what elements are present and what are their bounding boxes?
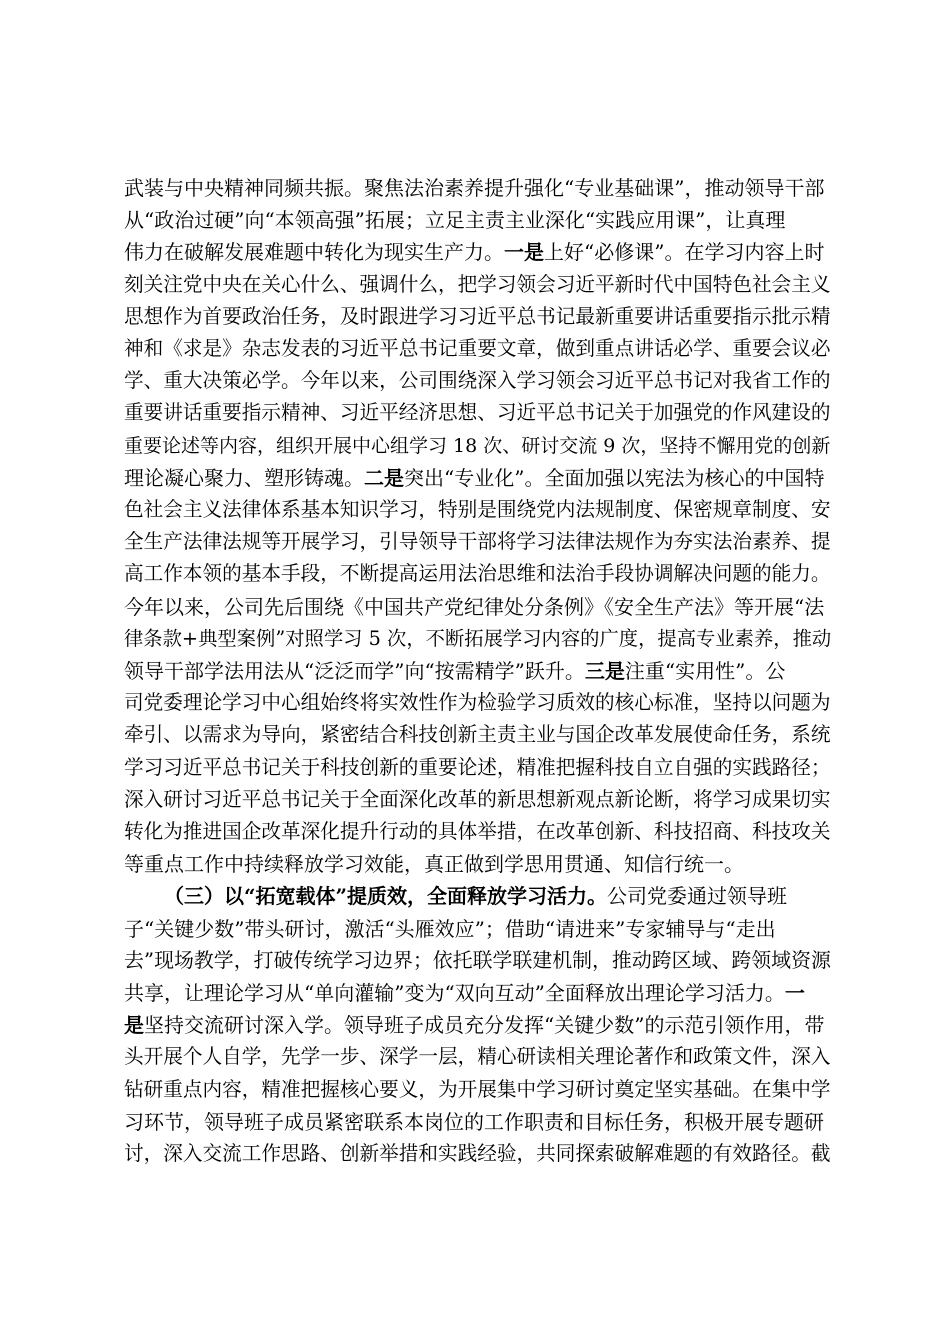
text-run: 等重点工作中持续释放学习效能，真正做到学思用贯通、知信行统一。 (124, 852, 744, 877)
text-line (124, 236, 831, 268)
text-run: 理论凝心聚力、塑形铸魂。 (124, 465, 364, 490)
text-line (124, 1106, 831, 1138)
text-run: 公司党委通过领导班 (607, 884, 788, 909)
text-run: 司党委理论学习中心组始终将实效性作为检验学习质效的核心标准，坚持以问题为 (124, 691, 831, 715)
text-line (124, 1138, 831, 1170)
text-line (124, 719, 831, 751)
text-line (124, 816, 831, 848)
text-line (124, 784, 831, 816)
text-line (124, 623, 831, 655)
text-line (124, 462, 831, 494)
text-run: 武装与中央精神同频共振。聚焦法治素养提升强化“专业基础课”，推动领导干部 (124, 176, 825, 200)
text-line (124, 945, 831, 977)
text-line (124, 1009, 831, 1041)
text-run: 从“政治过硬”向“本领高强”拓展；立足主责主业深化“实践应用课”，让真理 (124, 208, 786, 233)
bold-text: 三是 (584, 659, 625, 684)
text-run: 学、重大决策必学。今年以来，公司围绕深入学习领会习近平总书记对我省工作的 (124, 369, 831, 393)
text-run: 学习习近平总书记关于科技创新的重要论述，精准把握科技自立自强的实践路径； (124, 755, 831, 779)
text-line (124, 880, 831, 912)
text-line (124, 365, 831, 397)
text-line (124, 526, 831, 558)
text-run: 共享，让理论学习从“单向灌输”变为“双向互动”全面释放出理论学习活力。 (124, 981, 785, 1006)
text-line (124, 430, 831, 462)
text-run: 转化为推进国企改革深化提升行动的具体举措，在改革创新、科技招商、科技攻关 (124, 820, 831, 844)
text-run: 上好“必修课”。在学习内容上时 (544, 240, 825, 265)
text-run: 刻关注党中央在关心什么、强调什么，把学习领会习近平新时代中国特色社会主义 (124, 272, 831, 296)
text-run: 注重“实用性”。公 (624, 659, 786, 684)
text-run: 重要论述等内容，组织开展中心组学习 18 次、研讨交流 9 次，坚持不懈用党的创新 (124, 434, 831, 457)
text-line (124, 494, 831, 526)
text-line (124, 1074, 831, 1106)
text-line (124, 848, 831, 880)
text-line (124, 913, 831, 945)
text-run: 去”现场教学，打破传统学习边界；依托联学联建机制，推动跨区域、跨领域资源 (124, 948, 831, 972)
text-run: 今年以来，公司先后围绕《中国共产党纪律处分条例》《安全生产法》等开展“法 (124, 594, 825, 619)
document-body (124, 172, 831, 1170)
text-run: 伟力在破解发展难题中转化为现实生产力。 (124, 240, 504, 265)
text-line (124, 752, 831, 784)
text-run: 习环节，领导班子成员紧密联系本岗位的工作职责和目标任务，积极开展专题研 (124, 1109, 824, 1134)
text-run: 子“关键少数”带头研讨，激活“头雁效应”；借助“请进来”专家辅导与“走出 (124, 916, 776, 941)
bold-text: 一 (784, 981, 805, 1006)
text-line (124, 655, 831, 687)
text-line (124, 333, 831, 365)
text-line (124, 301, 831, 333)
bold-text: 一是 (504, 240, 544, 265)
text-line (124, 397, 831, 429)
text-run: 讨，深入交流工作思路、创新举措和实践经验，共同探索破解难题的有效路径。截 (124, 1142, 831, 1166)
text-run: 领导干部学法用法从“泛泛而学”向“按需精学”跃升。 (124, 659, 585, 684)
text-run: 全生产法律法规等开展学习，引导领导干部将学习法律法规作为夯实法治素养、提 (124, 530, 831, 554)
text-line (124, 687, 831, 719)
text-line (124, 269, 831, 301)
text-run: 突出“专业化”。全面加强以宪法为核心的中国特 (404, 465, 825, 490)
text-run: 牵引、以需求为导向，紧密结合科技创新主责主业与国企改革发展使命任务，系统 (124, 723, 831, 747)
bold-text: 二是 (364, 465, 404, 490)
text-line (124, 1041, 831, 1073)
text-run: 坚持交流研讨深入学。领导班子成员充分发挥“关键少数”的示范引领作用，带 (144, 1013, 825, 1038)
text-run: 色社会主义法律体系基本知识学习，特别是围绕党内法规制度、保密规章制度、安 (124, 498, 831, 522)
text-line (124, 172, 831, 204)
text-run: 头开展个人自学，先学一步、深学一层，精心研读相关理论著作和政策文件，深入 (124, 1045, 831, 1069)
bold-text: 是 (124, 1013, 144, 1038)
text-run: 重要讲话重要指示精神、习近平经济思想、习近平总书记关于加强党的作风建设的 (124, 401, 831, 425)
text-line (124, 204, 831, 236)
text-line (124, 591, 831, 623)
text-run: 钻研重点内容，精准把握核心要义，为开展集中学习研讨奠定坚实基础。在集中学 (124, 1077, 831, 1101)
text-run: 神和《求是》杂志发表的习近平总书记重要文章，做到重点讲话必学、重要会议必 (124, 337, 831, 361)
text-run: 思想作为首要政治任务，及时跟进学习习近平总书记最新重要讲话重要指示批示精 (124, 304, 831, 328)
text-run: 深入研讨习近平总书记关于全面深化改革的新思想新观点新论断，将学习成果切实 (124, 787, 831, 811)
text-line (124, 558, 831, 590)
text-run: 高工作本领的基本手段，不断提高运用法治思维和法治手段协调解决问题的能力。 (124, 562, 831, 586)
text-run: 律条款+典型案例”对照学习 5 次，不断拓展学习内容的广度，提高专业素养，推动 (124, 626, 832, 650)
text-line (124, 977, 831, 1009)
bold-text: （三）以“拓宽载体”提质效，全面释放学习活力。 (164, 884, 608, 909)
